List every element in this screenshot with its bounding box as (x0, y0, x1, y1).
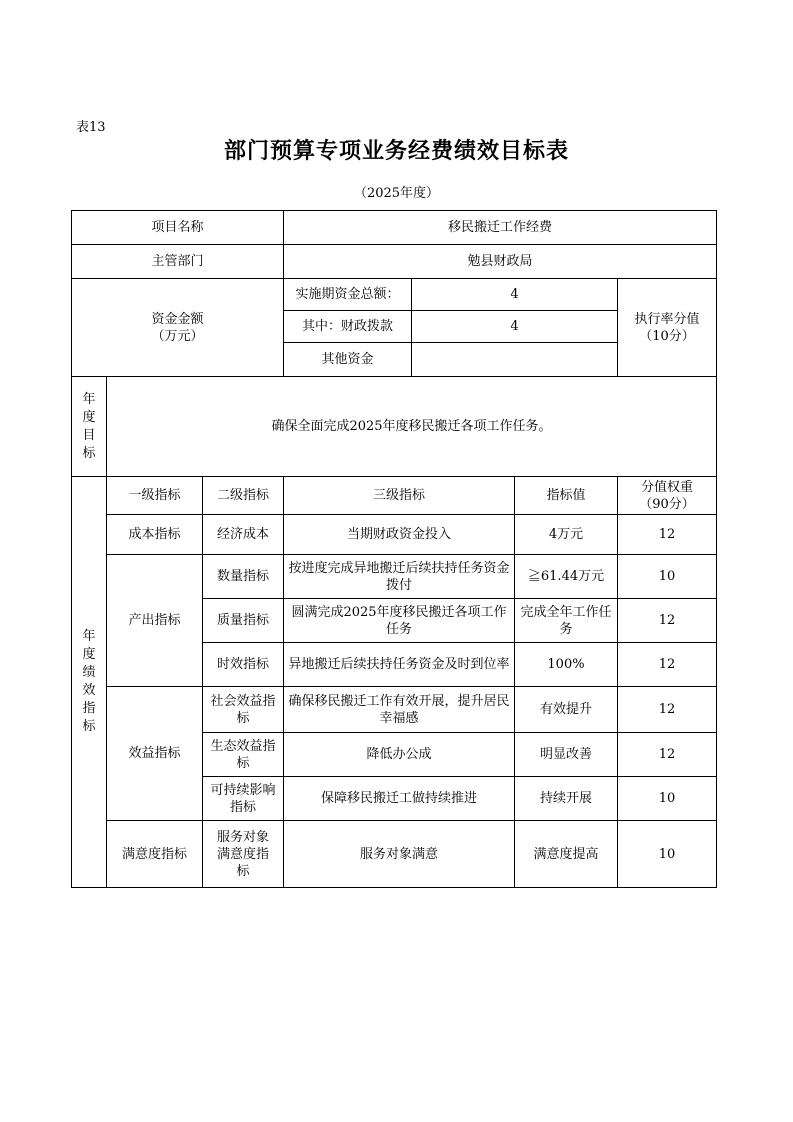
output-level3-2: 异地搬迁后续扶持任务资金及时到位率 (284, 643, 515, 687)
satisfaction-value: 满意度提高 (515, 821, 618, 888)
funds-fiscal-label: 其中：财政拨款 (284, 311, 412, 343)
project-name-row (72, 211, 717, 245)
funds-total-row (72, 279, 717, 311)
output-level1: 产出指标 (107, 555, 203, 687)
benefit-level2-0: 社会效益指标 (203, 687, 284, 733)
funds-label-line2: （万元） (151, 328, 204, 344)
benefit-value-0: 有效提升 (515, 687, 618, 733)
funds-total-value: 4 (412, 279, 618, 311)
department-label: 主管部门 (72, 245, 284, 279)
benefit-weight-2: 10 (618, 777, 717, 821)
table-row (72, 821, 717, 888)
output-level3-1: 圆满完成2025年度移民搬迁各项工作任务 (284, 599, 515, 643)
department-row (72, 245, 717, 279)
document-title: 部门预算专项业务经费绩效目标表 (223, 138, 569, 164)
performance-target-table (71, 210, 717, 888)
output-level2-0: 数量指标 (203, 555, 284, 599)
header-weight-line1: 分值权重 (641, 479, 694, 495)
funds-label (72, 279, 284, 377)
output-level2-1: 质量指标 (203, 599, 284, 643)
header-level1: 一级指标 (107, 477, 203, 515)
funds-other-label: 其他资金 (284, 343, 412, 377)
funds-other-value (412, 343, 618, 377)
output-value-2: 100% (515, 643, 618, 687)
funds-total-label: 实施期资金总额： (284, 279, 412, 311)
exec-rate-label-line2: （10分） (639, 328, 695, 344)
table-number-label: 表13 (76, 120, 106, 135)
benefit-level3-1: 降低办公成 (284, 733, 515, 777)
indicators-section-label: 年度绩效指标 (72, 477, 107, 888)
output-value-1: 完成全年工作任务 (515, 599, 618, 643)
table-row (72, 555, 717, 599)
output-weight-0: 10 (618, 555, 717, 599)
benefit-level3-2: 保障移民搬迁工做持续推进 (284, 777, 515, 821)
cost-value: 4万元 (515, 515, 618, 555)
header-weight-line2: （90分） (639, 496, 695, 512)
cost-level1: 成本指标 (107, 515, 203, 555)
header-level2: 二级指标 (203, 477, 284, 515)
funds-fiscal-value: 4 (412, 311, 618, 343)
header-level3: 三级指标 (284, 477, 515, 515)
satisfaction-weight: 10 (618, 821, 717, 888)
exec-rate-label (618, 279, 717, 377)
benefit-level1: 效益指标 (107, 687, 203, 821)
output-level2-2: 时效指标 (203, 643, 284, 687)
department-value: 勉县财政局 (284, 245, 717, 279)
output-level3-0: 按进度完成异地搬迁后续扶持任务资金拨付 (284, 555, 515, 599)
benefit-value-2: 持续开展 (515, 777, 618, 821)
project-name-value: 移民搬迁工作经费 (284, 211, 717, 245)
output-weight-2: 12 (618, 643, 717, 687)
benefit-level2-2: 可持续影响指标 (203, 777, 284, 821)
benefit-level3-0: 确保移民搬迁工作有效开展，提升居民幸福感 (284, 687, 515, 733)
cost-level2: 经济成本 (203, 515, 284, 555)
header-value: 指标值 (515, 477, 618, 515)
benefit-value-1: 明显改善 (515, 733, 618, 777)
funds-label-line1: 资金金额 (151, 311, 204, 327)
project-name-label: 项目名称 (72, 211, 284, 245)
annual-goal-text: 确保全面完成2025年度移民搬迁各项工作任务。 (107, 377, 717, 477)
output-value-0: ≧61.44万元 (515, 555, 618, 599)
cost-weight: 12 (618, 515, 717, 555)
benefit-weight-1: 12 (618, 733, 717, 777)
indicator-header-row (72, 477, 717, 515)
table-row (72, 515, 717, 555)
cost-level3: 当期财政资金投入 (284, 515, 515, 555)
satisfaction-level1: 满意度指标 (107, 821, 203, 888)
annual-goal-label: 年度目标 (72, 377, 107, 477)
benefit-level2-1: 生态效益指标 (203, 733, 284, 777)
satisfaction-level3: 服务对象满意 (284, 821, 515, 888)
document-year: （2025年度） (353, 186, 440, 201)
header-weight (618, 477, 717, 515)
table-row (72, 687, 717, 733)
benefit-weight-0: 12 (618, 687, 717, 733)
output-weight-1: 12 (618, 599, 717, 643)
satisfaction-level2: 服务对象满意度指标 (203, 821, 284, 888)
exec-rate-label-line1: 执行率分值 (634, 311, 700, 327)
annual-goal-row (72, 377, 717, 477)
